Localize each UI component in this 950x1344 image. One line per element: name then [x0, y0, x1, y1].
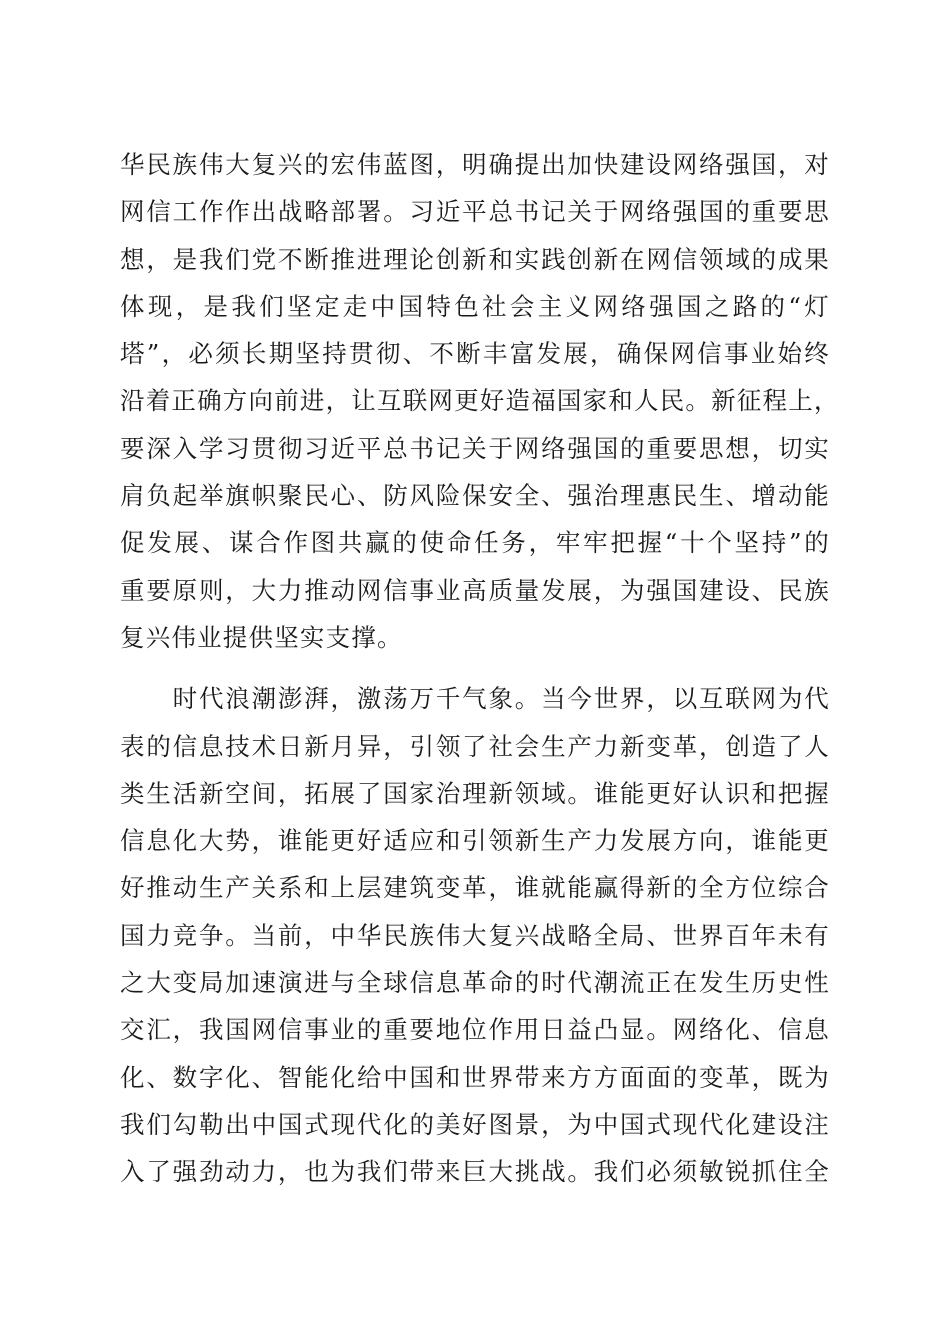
text-line: 重要原则，大力推动网信事业高质量发展，为强国建设、民族 [120, 575, 830, 605]
text-line: 入了强劲动力，也为我们带来巨大挑战。我们必须敏锐抓住全 [120, 1157, 830, 1187]
text-line: 交汇，我国网信事业的重要地位作用日益凸显。网络化、信息 [120, 1015, 830, 1045]
text-line: 想，是我们党不断推进理论创新和实践创新在网信领域的成果 [120, 244, 830, 274]
text-line: 肩负起举旗帜聚民心、防风险保安全、强治理惠民生、增动能 [120, 481, 830, 511]
text-line: 塔”，必须长期坚持贯彻、不断丰富发展，确保网信事业始终 [120, 339, 830, 369]
text-line: 表的信息技术日新月异，引领了社会生产力新变革，创造了人 [120, 731, 830, 761]
text-line: 沿着正确方向前进，让互联网更好造福国家和人民。新征程上， [120, 386, 840, 416]
text-line: 化、数字化、智能化给中国和世界带来方方面面的变革，既为 [120, 1062, 830, 1092]
text-line: 华民族伟大复兴的宏伟蓝图，明确提出加快建设网络强国，对 [120, 150, 830, 179]
paragraph-spacer [120, 661, 830, 675]
body-text [120, 141, 840, 1196]
text-line: 要深入学习贯彻习近平总书记关于网络强国的重要思想，切实 [120, 433, 830, 463]
text-line: 网信工作作出战略部署。习近平总书记关于网络强国的重要思 [120, 197, 830, 227]
text-line: 信息化大势，谁能更好适应和引领新生产力发展方向，谁能更 [120, 826, 830, 856]
text-line: 国力竞争。当前，中华民族伟大复兴战略全局、世界百年未有 [120, 920, 830, 950]
text-line: 体现，是我们坚定走中国特色社会主义网络强国之路的“灯 [120, 291, 830, 321]
text-line: 复兴伟业提供坚实支撑。 [120, 622, 403, 652]
text-line: 之大变局加速演进与全球信息革命的时代潮流正在发生历史性 [120, 968, 830, 998]
text-line: 好推动生产关系和上层建筑变革，谁就能赢得新的全方位综合 [120, 873, 830, 903]
paragraph-2 [120, 675, 830, 1195]
text-line: 我们勾勒出中国式现代化的美好图景，为中国式现代化建设注 [120, 1109, 830, 1139]
text-line: 促发展、谋合作图共赢的使命任务，牢牢把握“十个坚持”的 [120, 528, 830, 558]
text-line: 时代浪潮澎湃，激荡万千气象。当今世界，以互联网为代 [120, 684, 830, 714]
text-line: 类生活新空间，拓展了国家治理新领域。谁能更好认识和把握 [120, 778, 830, 808]
paragraph-1 [120, 141, 840, 661]
